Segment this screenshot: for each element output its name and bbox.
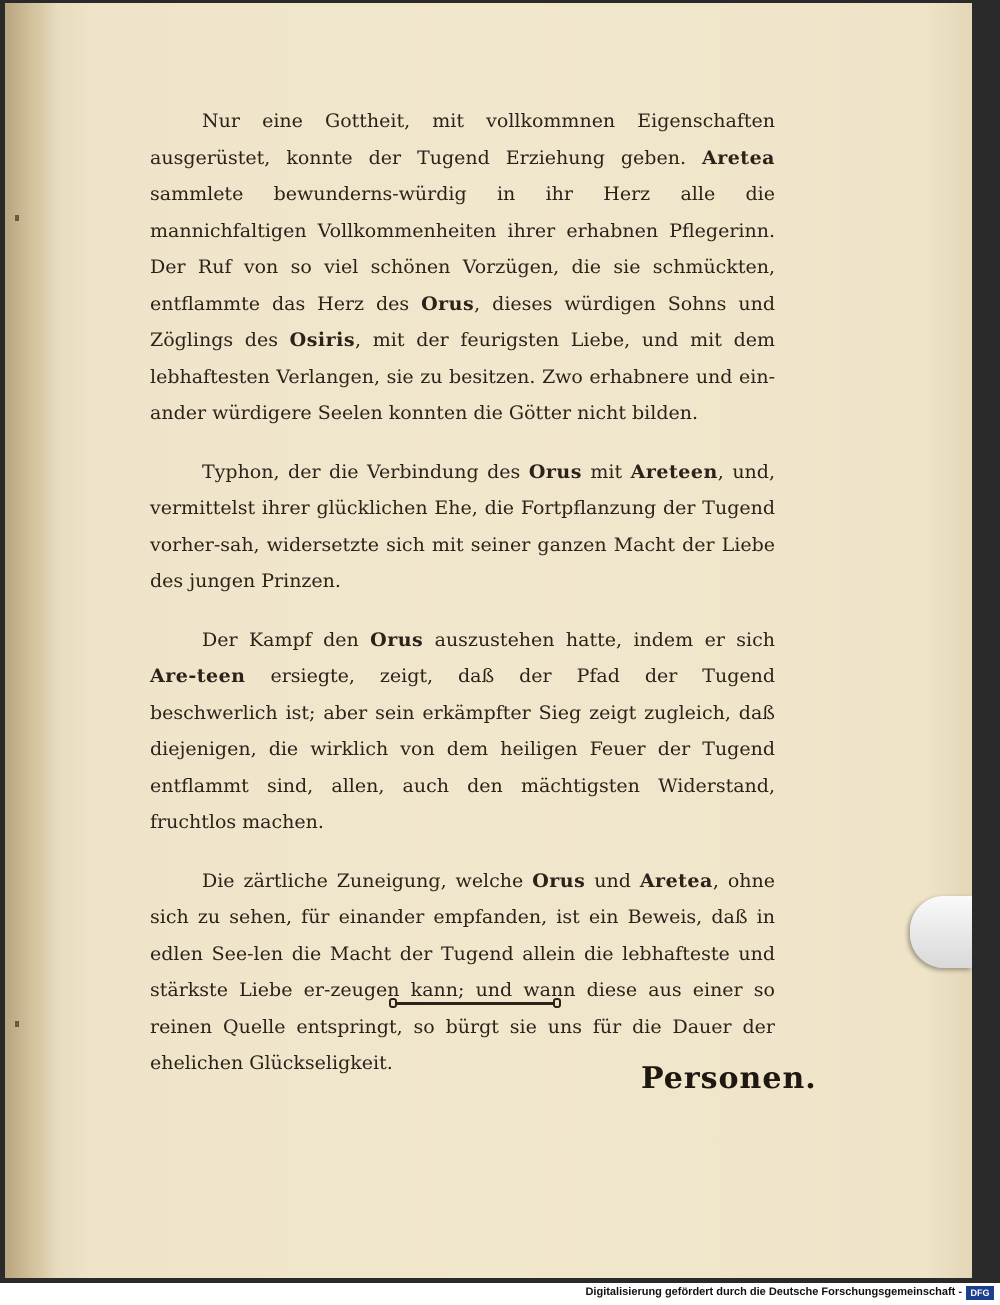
name-highlight: Orus bbox=[370, 628, 424, 651]
paragraph: Der Kampf den Orus auszustehen hatte, indem er sich Are-teen ersiegte, zeigt, daß der Pfad der Tugend beschwerlich ist; aber sein erkämpfter Sieg zeigt zugleich, daß diejenigen, die wirklich von dem heiligen Feuer der Tugend entflammt sind, allen, auch den mächtigsten Widerstand, fruchtlos machen. bbox=[150, 628, 776, 833]
name-highlight: Orus bbox=[528, 460, 582, 483]
paragraph: Nur eine Gottheit, mit vollkommnen Eigenschaften ausgerüstet, konnte der Tugend Erziehung geben. Aretea sammlete bewunderns-würdig in ihr Herz alle die mannichfaltigen Vollkommenheiten ihrer erhabnen Pflegerinn. Der Ruf von so viel schönen Vorzügen, die sie schmückten, entflammte das Herz des Orus, dieses würdigen Sohns und Zöglings des Osiris, mit der feurigsten Liebe, und mit dem lebhaftesten Verlangen, sie zu besitzen. Zwo erhabnere und ein-ander würdigere Seelen konnten die Götter nicht bilden. bbox=[150, 110, 776, 424]
dfg-logo: DFG bbox=[966, 1286, 994, 1300]
book-page bbox=[5, 3, 972, 1278]
name-highlight: Orus bbox=[532, 869, 586, 892]
binding-mark bbox=[15, 215, 19, 221]
page-clip bbox=[910, 896, 972, 968]
name-highlight: Are-teen bbox=[150, 665, 246, 687]
page-gutter bbox=[5, 3, 57, 1278]
name-highlight: Osiris bbox=[289, 329, 356, 351]
body-text bbox=[150, 103, 775, 1104]
name-highlight: Aretea bbox=[701, 146, 775, 169]
footer-credit: Digitalisierung gefördert durch die Deutsche Forschungsgemeinschaft - bbox=[585, 1286, 962, 1298]
catchword: Personen. bbox=[641, 1061, 817, 1096]
binding-mark bbox=[15, 1021, 19, 1027]
name-highlight: Areteen bbox=[630, 460, 718, 483]
name-highlight: Orus bbox=[421, 292, 475, 315]
paragraph: Typhon, der die Verbindung des Orus mit Areteen, und, vermittelst ihrer glücklichen Ehe, die Fortpflanzung der Tugend vorher-sah, widersetzte sich mit seiner ganzen Macht der Liebe des jungen Prinzen. bbox=[150, 460, 775, 592]
ornament-rule bbox=[389, 997, 561, 1011]
name-highlight: Aretea bbox=[639, 869, 713, 892]
paragraph: Die zärtliche Zuneigung, welche Orus und Aretea, ohne sich zu sehen, für einander empfanden, ist ein Beweis, daß in edlen See-len die Macht der Tugend allein die lebhafteste und stärkste Liebe er-zeugen kann; und wann diese aus einer so reinen Quelle entspringt, so bürgt sie uns für die Dauer der ehelichen Glückseligkeit. bbox=[150, 869, 775, 1074]
